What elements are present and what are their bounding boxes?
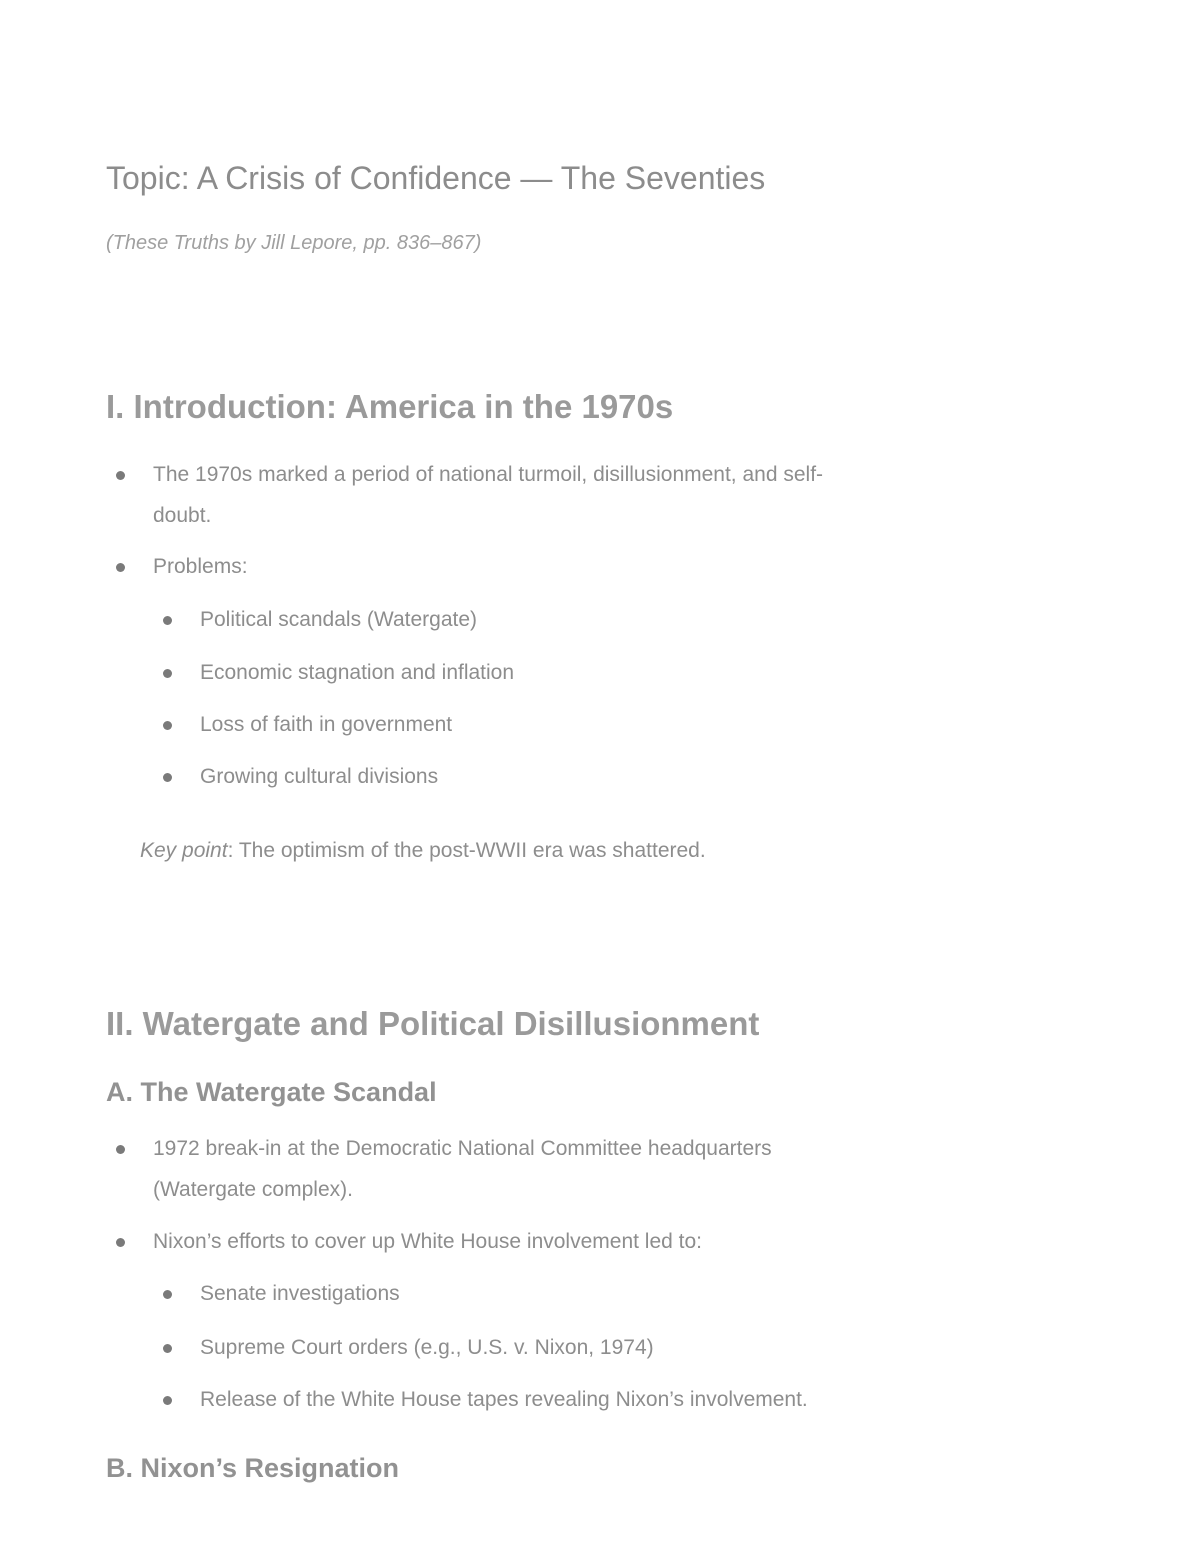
key-point-label: Key point — [140, 839, 228, 862]
bullet-icon — [116, 1238, 125, 1247]
list-item-problems: Problems: — [153, 555, 248, 578]
bullet-icon — [116, 471, 125, 480]
sub-list-item: Economic stagnation and inflation — [200, 661, 515, 684]
section-heading-watergate: II. Watergate and Political Disillusionment — [106, 1005, 760, 1042]
sub-list-item: Release of the White House tapes revealing Nixon’s involvement. — [200, 1388, 808, 1411]
key-point — [140, 837, 706, 864]
document-subtitle: (These Truths by Jill Lepore, pp. 836–867) — [106, 232, 482, 254]
sub-list-item: Loss of faith in government — [200, 713, 453, 736]
bullet-icon — [163, 773, 172, 782]
bullet-icon — [163, 1290, 172, 1299]
bullet-icon — [116, 563, 125, 572]
bullet-icon — [163, 1344, 172, 1353]
subsection-heading-watergate-scandal: A. The Watergate Scandal — [106, 1077, 437, 1107]
sub-list-item: Senate investigations — [200, 1282, 400, 1305]
bullet-icon — [163, 669, 172, 678]
list-item-continuation: doubt. — [153, 504, 212, 527]
list-item-continuation: (Watergate complex). — [153, 1178, 353, 1201]
bullet-icon — [163, 616, 172, 625]
list-item: Nixon’s efforts to cover up White House involvement led to: — [153, 1230, 702, 1253]
document-title: Topic: A Crisis of Confidence — The Seventies — [106, 160, 766, 196]
key-point-text: : The optimism of the post-WWII era was shattered. — [227, 839, 706, 862]
list-item: 1972 break-in at the Democratic National Committee headquarters — [153, 1137, 772, 1160]
sub-list-item: Political scandals (Watergate) — [200, 608, 477, 631]
list-item: The 1970s marked a period of national turmoil, disillusionment, and self- — [153, 463, 824, 486]
subsection-heading-nixon-resignation: B. Nixon’s Resignation — [106, 1453, 400, 1483]
sub-list-item: Supreme Court orders (e.g., U.S. v. Nixon, 1974) — [200, 1336, 654, 1359]
sub-list-item: Growing cultural divisions — [200, 765, 439, 788]
bullet-icon — [116, 1145, 125, 1154]
bullet-icon — [163, 1396, 172, 1405]
section-heading-introduction: I. Introduction: America in the 1970s — [106, 388, 674, 425]
bullet-icon — [163, 721, 172, 730]
